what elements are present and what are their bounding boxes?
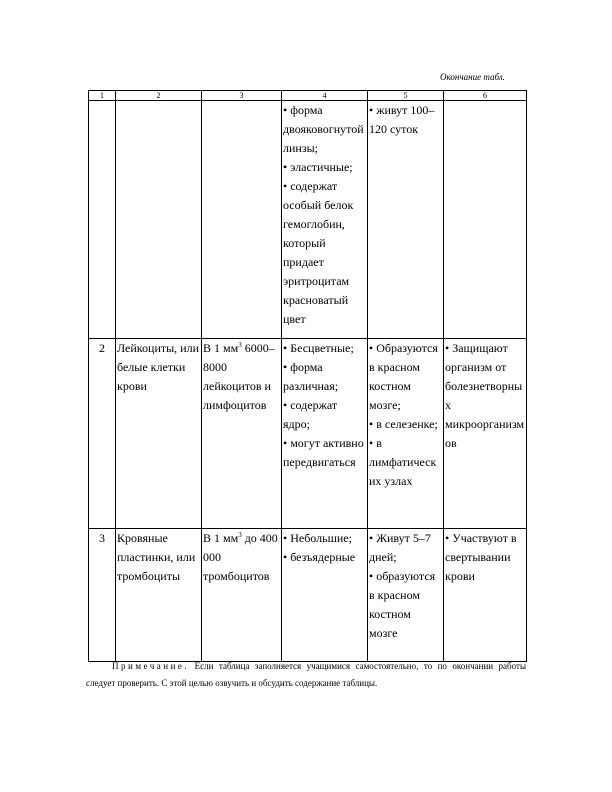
- lifespan-cell: [368, 529, 444, 662]
- note-text: Если таблица заполняется учащимися самостоятельно, то по окончании работы следует проверить. С этой целью озвучить и обсудить содержание таблицы.: [86, 661, 526, 688]
- list-item: • живут 100–120 суток: [369, 103, 435, 136]
- quantity-text: до 400 000 тромбоцитов: [203, 531, 278, 583]
- table-continuation-caption: Окончание табл.: [440, 72, 505, 82]
- quantity-cell: [202, 339, 282, 529]
- column-number-2: 2: [116, 91, 202, 101]
- list-item: • форма различная;: [283, 360, 339, 393]
- list-item: • содержат особый белок гемоглобин, который придает эритроцитам красноватый цвет: [283, 179, 354, 326]
- list-item: • могут активно передвигаться: [283, 436, 364, 469]
- row-number-cell: 3: [89, 529, 116, 662]
- quantity-cell: [202, 101, 282, 339]
- quantity-prefix: В 1 мм: [203, 531, 239, 545]
- list-item: • Бесцветные;: [283, 341, 354, 355]
- table-row: [89, 529, 527, 662]
- list-item: • безъядерные: [283, 550, 356, 564]
- list-item: • содержат ядро;: [283, 398, 338, 431]
- column-number-5: 5: [368, 91, 444, 101]
- name-cell: [116, 101, 202, 339]
- name-cell: Лейкоциты, или белые клетки крови: [116, 339, 202, 529]
- row-number-cell: 2: [89, 339, 116, 529]
- note-label: Примечание.: [112, 661, 190, 671]
- column-number-1: 1: [89, 91, 116, 101]
- list-item: • Образуются в красном костном мозге;: [369, 341, 438, 412]
- list-item: • Участвуют в свертывании крови: [445, 531, 517, 583]
- structure-cell: [282, 529, 368, 662]
- name-cell: Кровяные пластинки, или тромбоциты: [116, 529, 202, 662]
- list-item: • форма двояковогнутой линзы;: [283, 103, 364, 155]
- list-item: • Защищают организм от болезнетворных микроорганизмов: [445, 341, 525, 450]
- quantity-prefix: В 1 мм: [203, 341, 239, 355]
- list-item: • образуются в красном костном мозге: [369, 569, 436, 640]
- function-cell: [444, 529, 527, 662]
- column-number-4: 4: [282, 91, 368, 101]
- lifespan-cell: [368, 101, 444, 339]
- table-note: [86, 658, 526, 692]
- function-cell: [444, 339, 527, 529]
- quantity-cell: [202, 529, 282, 662]
- list-item: • Живут 5–7 дней;: [369, 531, 431, 564]
- cube-superscript: 3: [238, 531, 242, 539]
- list-item: • в лимфатических узлах: [369, 436, 437, 488]
- column-number-6: 6: [444, 91, 527, 101]
- blood-cells-table: [88, 90, 527, 662]
- column-number-3: 3: [202, 91, 282, 101]
- list-item: • в селезенке;: [369, 417, 438, 431]
- quantity-text: 6000–8000 лейкоцитов и лимфоцитов: [203, 341, 275, 412]
- function-cell: [444, 101, 527, 339]
- structure-cell: [282, 339, 368, 529]
- lifespan-cell: [368, 339, 444, 529]
- table-row: [89, 101, 527, 339]
- table-row: [89, 339, 527, 529]
- table-header-row: [89, 91, 527, 101]
- cube-superscript: 3: [238, 341, 242, 349]
- list-item: • эластичные;: [283, 160, 353, 174]
- structure-cell: [282, 101, 368, 339]
- row-number-cell: [89, 101, 116, 339]
- list-item: • Небольшие;: [283, 531, 352, 545]
